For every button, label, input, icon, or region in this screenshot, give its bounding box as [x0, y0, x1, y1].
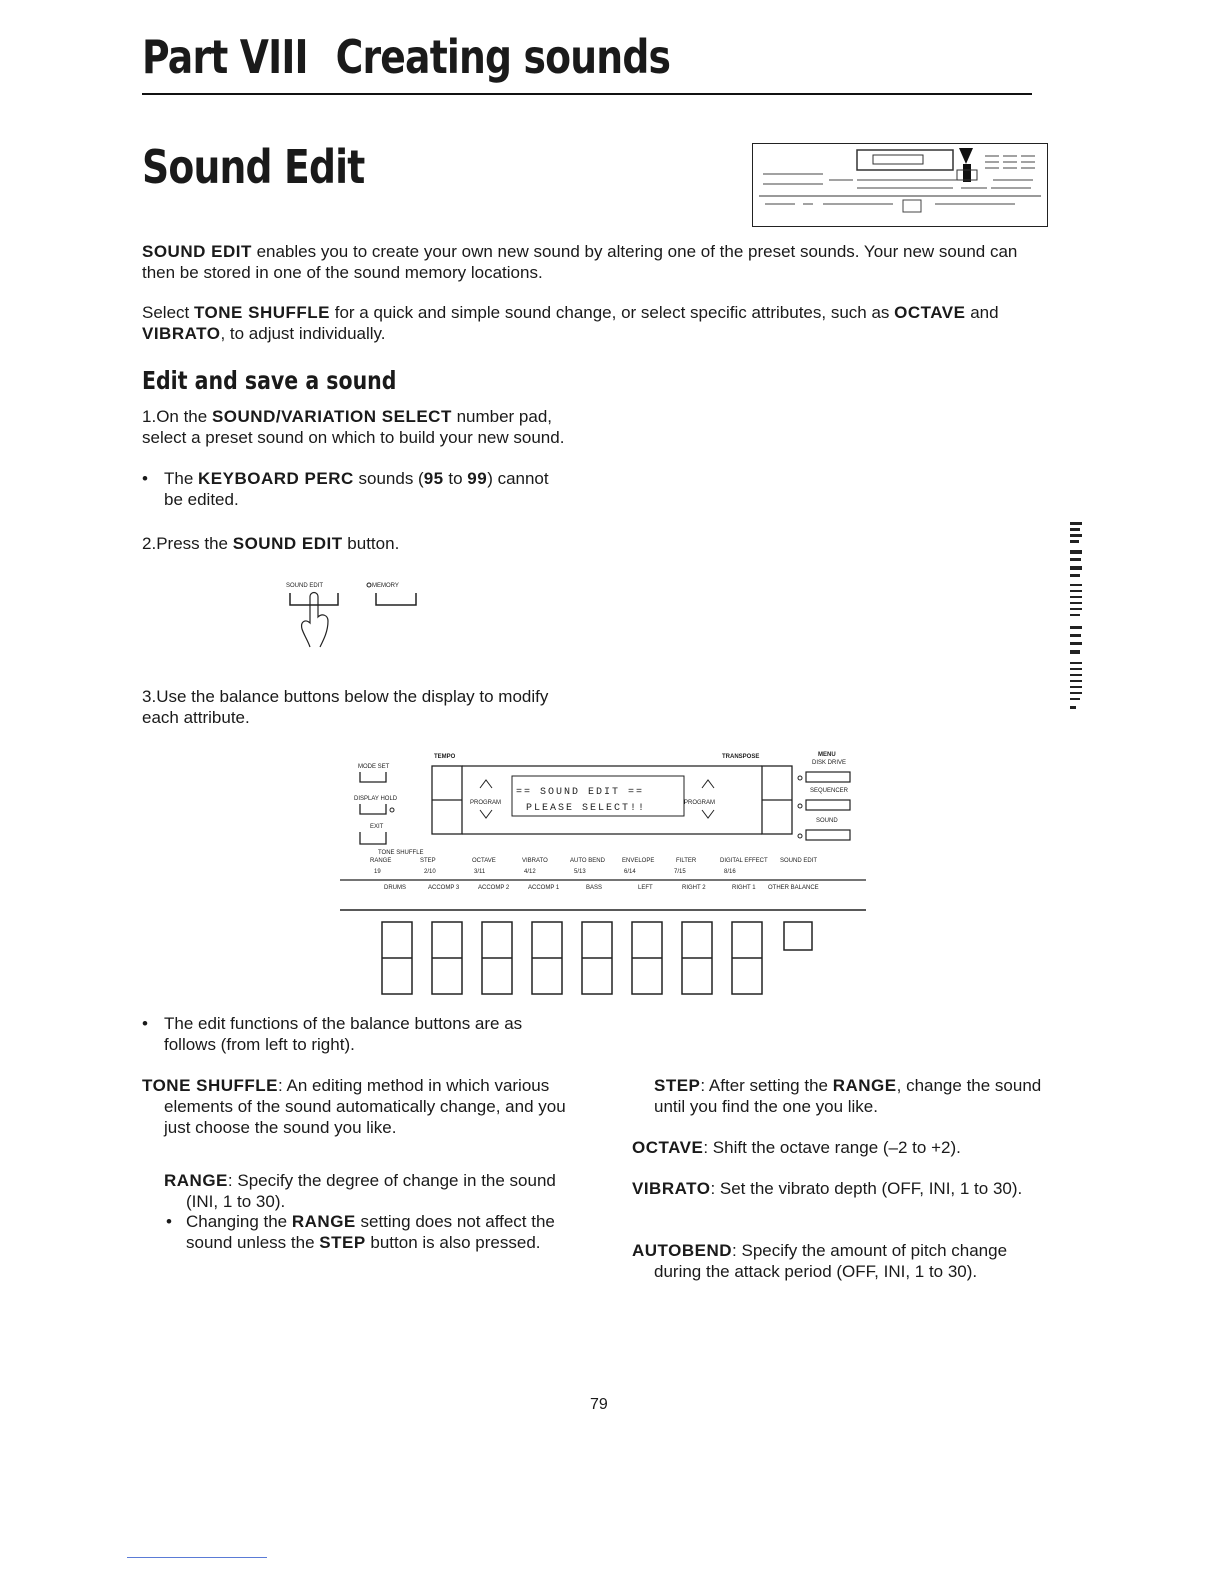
part-right2-label: RIGHT 2: [682, 885, 706, 891]
lcd-line-1: == SOUND EDIT ==: [516, 787, 645, 798]
disk-drive-label: DISK DRIVE: [812, 760, 847, 766]
mode-set-label: MODE SET: [358, 764, 390, 770]
number-label: 5/13: [574, 869, 586, 875]
def-tone-shuffle: [142, 1075, 567, 1138]
range-bullet-c: button is also pressed.: [365, 1233, 541, 1252]
term-range-def: RANGE: [164, 1171, 228, 1190]
term-step-def: STEP: [654, 1076, 701, 1095]
term-sound-edit: SOUND EDIT: [142, 242, 252, 261]
term-octave: OCTAVE: [894, 303, 966, 322]
def-range: [164, 1170, 567, 1212]
program-left-arrows[interactable]: [480, 780, 492, 818]
step-1-bullet-d: ) cannot be edited.: [164, 469, 549, 509]
step-1-bullet-b: sounds (: [353, 469, 424, 488]
term-sound-edit-button: SOUND EDIT: [232, 534, 343, 553]
menu-label: MENU: [818, 752, 836, 758]
def-step: [632, 1075, 1057, 1117]
display-hold-button[interactable]: [360, 804, 386, 814]
function-filter-label: FILTER: [676, 858, 697, 864]
pointing-hand-icon: [302, 593, 328, 648]
def-step-b: , change the sound until you find the one you like.: [654, 1076, 1042, 1116]
balance-button-6[interactable]: [632, 922, 662, 994]
term-step-bullet: STEP: [319, 1233, 366, 1252]
part-accomp3-label: ACCOMP 3: [428, 885, 460, 891]
display-thumbnail: [752, 143, 1048, 227]
step-3-bullet-text: The edit functions of the balance buttons are as follows (from left to right).: [164, 1014, 523, 1054]
sound-edit-button-label: SOUND EDIT: [286, 583, 324, 589]
term-range-in-step: RANGE: [832, 1076, 897, 1095]
section-title: Sound Edit: [142, 140, 365, 194]
balance-button-3[interactable]: [482, 922, 512, 994]
function-autobend-label: AUTO BEND: [570, 858, 605, 864]
step-1-bullet-a: The: [164, 469, 199, 488]
part-labels: [384, 885, 819, 891]
memory-button-label: MEMORY: [372, 583, 399, 589]
def-vibrato: [632, 1178, 1057, 1199]
step-1-text-b: number pad, select a preset sound on which to build your new sound.: [142, 407, 565, 447]
def-tone-shuffle-text: : An editing method in which various elements of the sound automatically change, and you just choose the sound you like.: [164, 1076, 566, 1137]
part-left-label: LEFT: [638, 885, 653, 891]
tempo-label: TEMPO: [434, 754, 456, 760]
step-2: [142, 533, 567, 554]
part-heading: [142, 30, 670, 84]
transpose-label: TRANSPOSE: [722, 754, 760, 760]
other-balance-button[interactable]: [784, 922, 812, 950]
step-3-number: 3.: [142, 687, 157, 706]
intro-text-1: enables you to create your own new sound by altering one of the preset sounds. Your new sound can then be stored in one of the sound memory locations.: [142, 242, 1018, 282]
sound-label: SOUND: [816, 818, 838, 824]
display-thumbnail-graphic: [753, 144, 1047, 226]
def-octave: [632, 1137, 1057, 1158]
function-digital-effect-label: DIGITAL EFFECT: [720, 858, 768, 864]
intro-paragraph-2: [142, 302, 1052, 344]
def-range-bullet: [164, 1211, 567, 1253]
step-3-text: Use the balance buttons below the display to modify each attribute.: [142, 687, 549, 727]
intro-text-2c: and: [965, 303, 999, 322]
range-bullet-a: Changing the: [186, 1212, 292, 1231]
range-bullet-b: setting does not affect the sound unless the: [186, 1212, 555, 1252]
sound-edit-button[interactable]: [290, 593, 338, 605]
term-range-bullet: RANGE: [291, 1212, 356, 1231]
exit-button[interactable]: [360, 832, 386, 844]
part-drums-label: DRUMS: [384, 885, 406, 891]
disk-drive-button[interactable]: [806, 772, 850, 782]
term-keyboard-perc: KEYBOARD PERC: [198, 469, 354, 488]
display-hold-led: [390, 808, 394, 812]
step-1-bullet-n1: 95: [423, 469, 444, 488]
term-tone-shuffle-def: TONE SHUFFLE: [142, 1076, 279, 1095]
part-accomp1-label: ACCOMP 1: [528, 885, 560, 891]
number-label: 8/16: [724, 869, 736, 875]
bullet-glyph: •: [142, 469, 148, 488]
sound-button[interactable]: [806, 830, 850, 840]
function-labels: [370, 858, 817, 864]
part-other-balance-label: OTHER BALANCE: [768, 885, 819, 891]
function-step-label: STEP: [420, 858, 436, 864]
program-right-label: PROGRAM: [684, 800, 716, 806]
exit-label: EXIT: [370, 824, 384, 830]
def-step-a: : After setting the: [700, 1076, 833, 1095]
sound-edit-button-figure: [280, 575, 440, 657]
bullet-glyph: •: [166, 1212, 172, 1231]
number-label: 7/15: [674, 869, 686, 875]
def-range-text: : Specify the degree of change in the sound (INI, 1 to 30).: [186, 1171, 556, 1211]
page-number: 79: [590, 1396, 608, 1413]
def-autobend: [632, 1240, 1057, 1282]
intro-text-2b: for a quick and simple sound change, or select specific attributes, such as: [330, 303, 895, 322]
balance-button-2[interactable]: [432, 922, 462, 994]
def-octave-text: : Shift the octave range (–2 to +2).: [703, 1138, 961, 1157]
number-label: 19: [374, 869, 381, 875]
intro-text-2a: Select: [142, 303, 194, 322]
sequencer-label: SEQUENCER: [810, 788, 849, 794]
tone-shuffle-label: TONE SHUFFLE: [378, 850, 424, 856]
term-octave-def: OCTAVE: [632, 1138, 704, 1157]
balance-button-8[interactable]: [732, 922, 762, 994]
term-vibrato-def: VIBRATO: [632, 1179, 711, 1198]
part-bass-label: BASS: [586, 885, 603, 891]
mode-set-button[interactable]: [360, 772, 386, 782]
function-sound-edit-label: SOUND EDIT: [780, 858, 818, 864]
program-left-label: PROGRAM: [470, 800, 502, 806]
part-accomp2-label: ACCOMP 2: [478, 885, 510, 891]
step-2-text-a: Press the: [156, 534, 233, 553]
function-octave-label: OCTAVE: [472, 858, 496, 864]
part-title: Creating sounds: [335, 30, 671, 84]
part-label: Part VIII: [142, 30, 308, 84]
term-autobend-def: AUTOBEND: [632, 1241, 733, 1260]
step-1-bullet: [142, 468, 567, 510]
function-range-label: RANGE: [370, 858, 392, 864]
part-right1-label: RIGHT 1: [732, 885, 756, 891]
step-3: [142, 686, 567, 728]
step-1-bullet-n2: 99: [467, 469, 488, 488]
step-3-bullet: [142, 1013, 567, 1055]
balance-button-4[interactable]: [532, 922, 562, 994]
number-label: 3/11: [474, 869, 486, 875]
term-tone-shuffle: TONE SHUFFLE: [193, 303, 331, 322]
function-numbers: [374, 869, 736, 875]
function-vibrato-label: VIBRATO: [522, 858, 548, 864]
bottom-rule: [127, 1557, 267, 1558]
step-1: [142, 406, 567, 448]
program-right-arrows[interactable]: [702, 780, 714, 818]
term-vibrato: VIBRATO: [142, 324, 221, 343]
intro-paragraph-1: [142, 241, 1052, 283]
subsection-title: Edit and save a sound: [142, 366, 397, 395]
bullet-glyph: •: [142, 1014, 148, 1033]
header-rule: [142, 93, 1032, 95]
step-1-text-a: On the: [156, 407, 212, 426]
term-sound-variation-select: SOUND/VARIATION SELECT: [211, 407, 452, 426]
step-2-text-b: button.: [342, 534, 400, 553]
step-2-number: 2.: [142, 534, 157, 553]
number-label: 2/10: [424, 869, 436, 875]
control-panel-diagram: [340, 748, 870, 998]
def-autobend-text: : Specify the amount of pitch change during the attack period (OFF, INI, 1 to 30).: [654, 1241, 1008, 1281]
step-1-bullet-c: to: [443, 469, 468, 488]
display-hold-label: DISPLAY HOLD: [354, 796, 398, 802]
number-label: 6/14: [624, 869, 636, 875]
number-label: 4/12: [524, 869, 536, 875]
balance-button-5[interactable]: [582, 922, 612, 994]
function-envelope-label: ENVELOPE: [622, 858, 655, 864]
memory-led: [367, 583, 371, 587]
lcd-line-2: PLEASE SELECT!!: [526, 803, 647, 814]
thumb-index-marks: [1070, 522, 1086, 714]
memory-button[interactable]: [376, 593, 416, 605]
step-1-number: 1.: [142, 407, 157, 426]
sequencer-button[interactable]: [806, 800, 850, 810]
intro-text-2d: , to adjust individually.: [220, 324, 386, 343]
balance-button-7[interactable]: [682, 922, 712, 994]
def-vibrato-text: : Set the vibrato depth (OFF, INI, 1 to 30).: [710, 1179, 1023, 1198]
balance-button-1[interactable]: [382, 922, 412, 994]
